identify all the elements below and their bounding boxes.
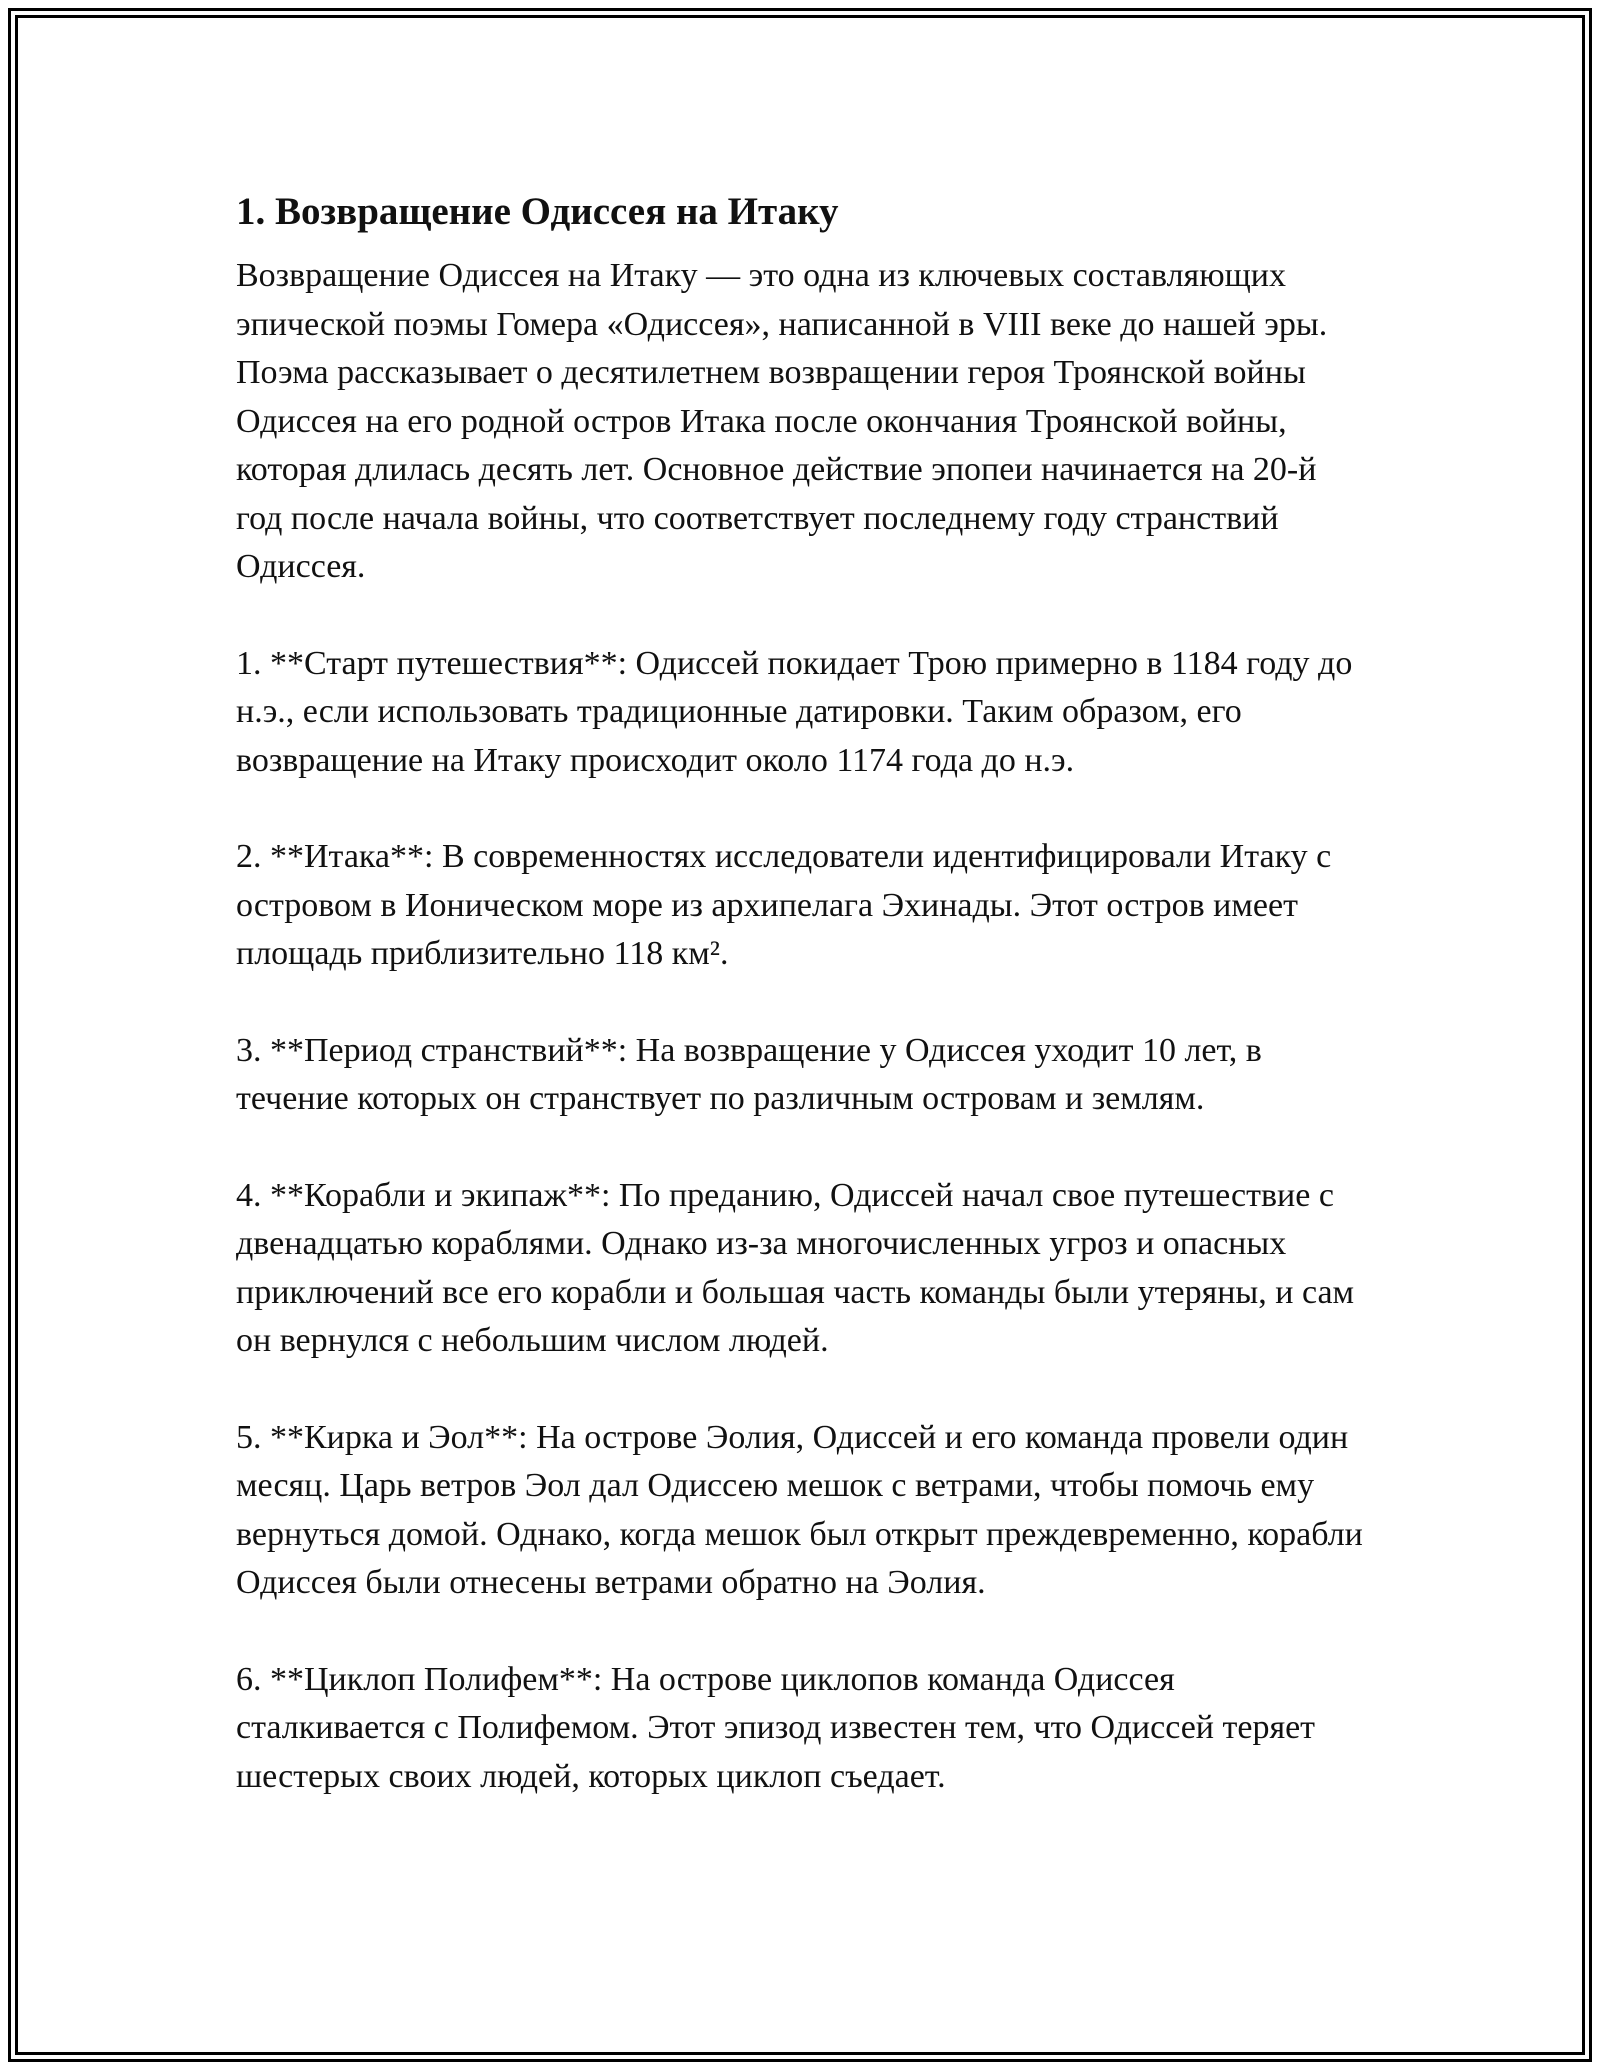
list-item-start-journey: 1. **Старт путешествия**: Одиссей покидает Трою примерно в 1184 году до н.э., если использовать традиционные датировки. Таким образом, его возвращение на Итаку происходит около 1174 года до н.э. <box>236 644 1353 779</box>
section-heading: 1. Возвращение Одиссея на Итаку <box>236 190 839 233</box>
intro-paragraph: Возвращение Одиссея на Итаку — это одна из ключевых составляющих эпической поэмы Гомера «Одиссея», написанной в VIII веке до нашей эры. Поэма рассказывает о десятилетнем возвращении героя Троянской войны Одиссея на его родной остров Итака после окончания Троянской войны, которая длилась десять лет. Основное действие эпопеи начинается на 20-й год после начала войны, что соответствует последнему году странствий Одиссея. <box>236 257 1328 585</box>
document-body <box>236 186 1370 1849</box>
list-item-ships-crew: 4. **Корабли и экипаж**: По преданию, Одиссей начал свое путешествие с двенадцатью кораблями. Однако из-за многочисленных угроз и опасных приключений все его корабли и большая часть команды были утеряны, и сам он вернулся с небольшим числом людей. <box>236 1176 1355 1359</box>
list-item-wandering-period: 3. **Период странствий**: На возвращение у Одиссея уходит 10 лет, в течение которых он странствует по различным островам и землям. <box>236 1031 1262 1117</box>
list-item-ithaca: 2. **Итака**: В современностях исследователи идентифицировали Итаку с островом в Ионическом море из архипелага Эхинады. Этот остров имеет площадь приблизительно 118 км². <box>236 838 1332 972</box>
list-item-circe-aeolus: 5. **Кирка и Эол**: На острове Эолия, Одиссей и его команда провели один месяц. Царь ветров Эол дал Одиссею мешок с ветрами, чтобы помочь ему вернуться домой. Однако, когда мешок был открыт преждевременно, корабли Одиссея были отнесены ветрами обратно на Эолия. <box>236 1418 1363 1601</box>
list-item-cyclops: 6. **Циклоп Полифем**: На острове циклопов команда Одиссея сталкивается с Полифемом. Этот эпизод известен тем, что Одиссей теряет шестерых своих людей, которых циклоп съедает. <box>236 1660 1316 1795</box>
